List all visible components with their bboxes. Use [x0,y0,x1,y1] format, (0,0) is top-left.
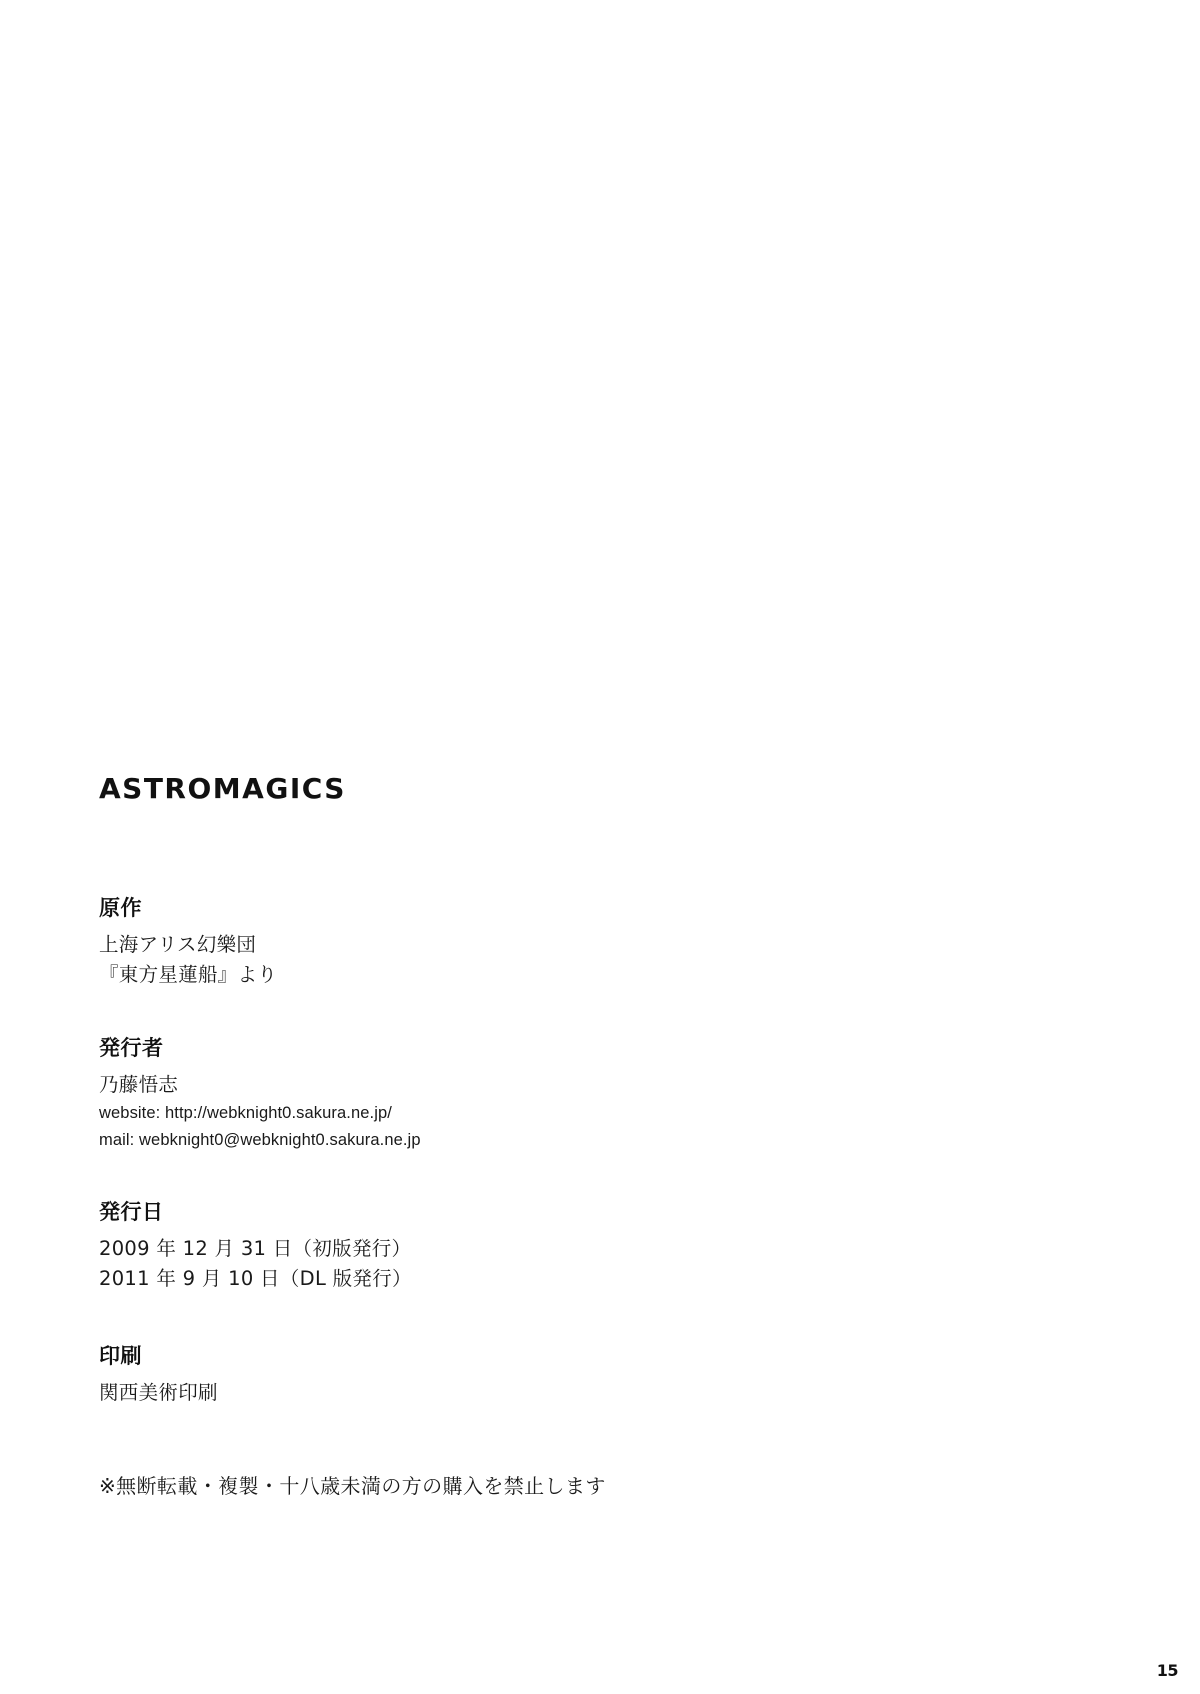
section-heading: 発行日 [99,1199,164,1224]
section-line: 乃藤悟志 [99,1072,179,1096]
section-line: 2009 年 12 月 31 日（初版発行） [99,1237,412,1261]
section-original [99,895,999,991]
section-publisher [99,1035,999,1153]
section-heading: 原作 [99,896,142,920]
section-line: 2011 年 9 月 10 日（DL 版発行） [99,1267,412,1291]
reproduction-notice: ※無断転載・複製・十八歳未満の方の購入を禁止します [99,1474,606,1499]
page-number: 15 [1156,1661,1178,1680]
section-heading: 印刷 [99,1343,142,1368]
section-line: 『東方星蓮船』より [99,963,278,987]
section-publication-date [99,1199,999,1295]
section-printing [99,1343,999,1408]
publisher-website: website: http://webknight0.sakura.ne.jp/ [99,1104,392,1123]
work-title: ASTROMAGICS [99,772,346,805]
publisher-mail: mail: webknight0@webknight0.sakura.ne.jp [99,1130,421,1149]
section-line: 上海アリス幻樂団 [99,933,257,957]
colophon-block [99,772,999,1499]
section-line: 関西美術印刷 [99,1380,218,1404]
section-heading: 発行者 [99,1035,164,1060]
